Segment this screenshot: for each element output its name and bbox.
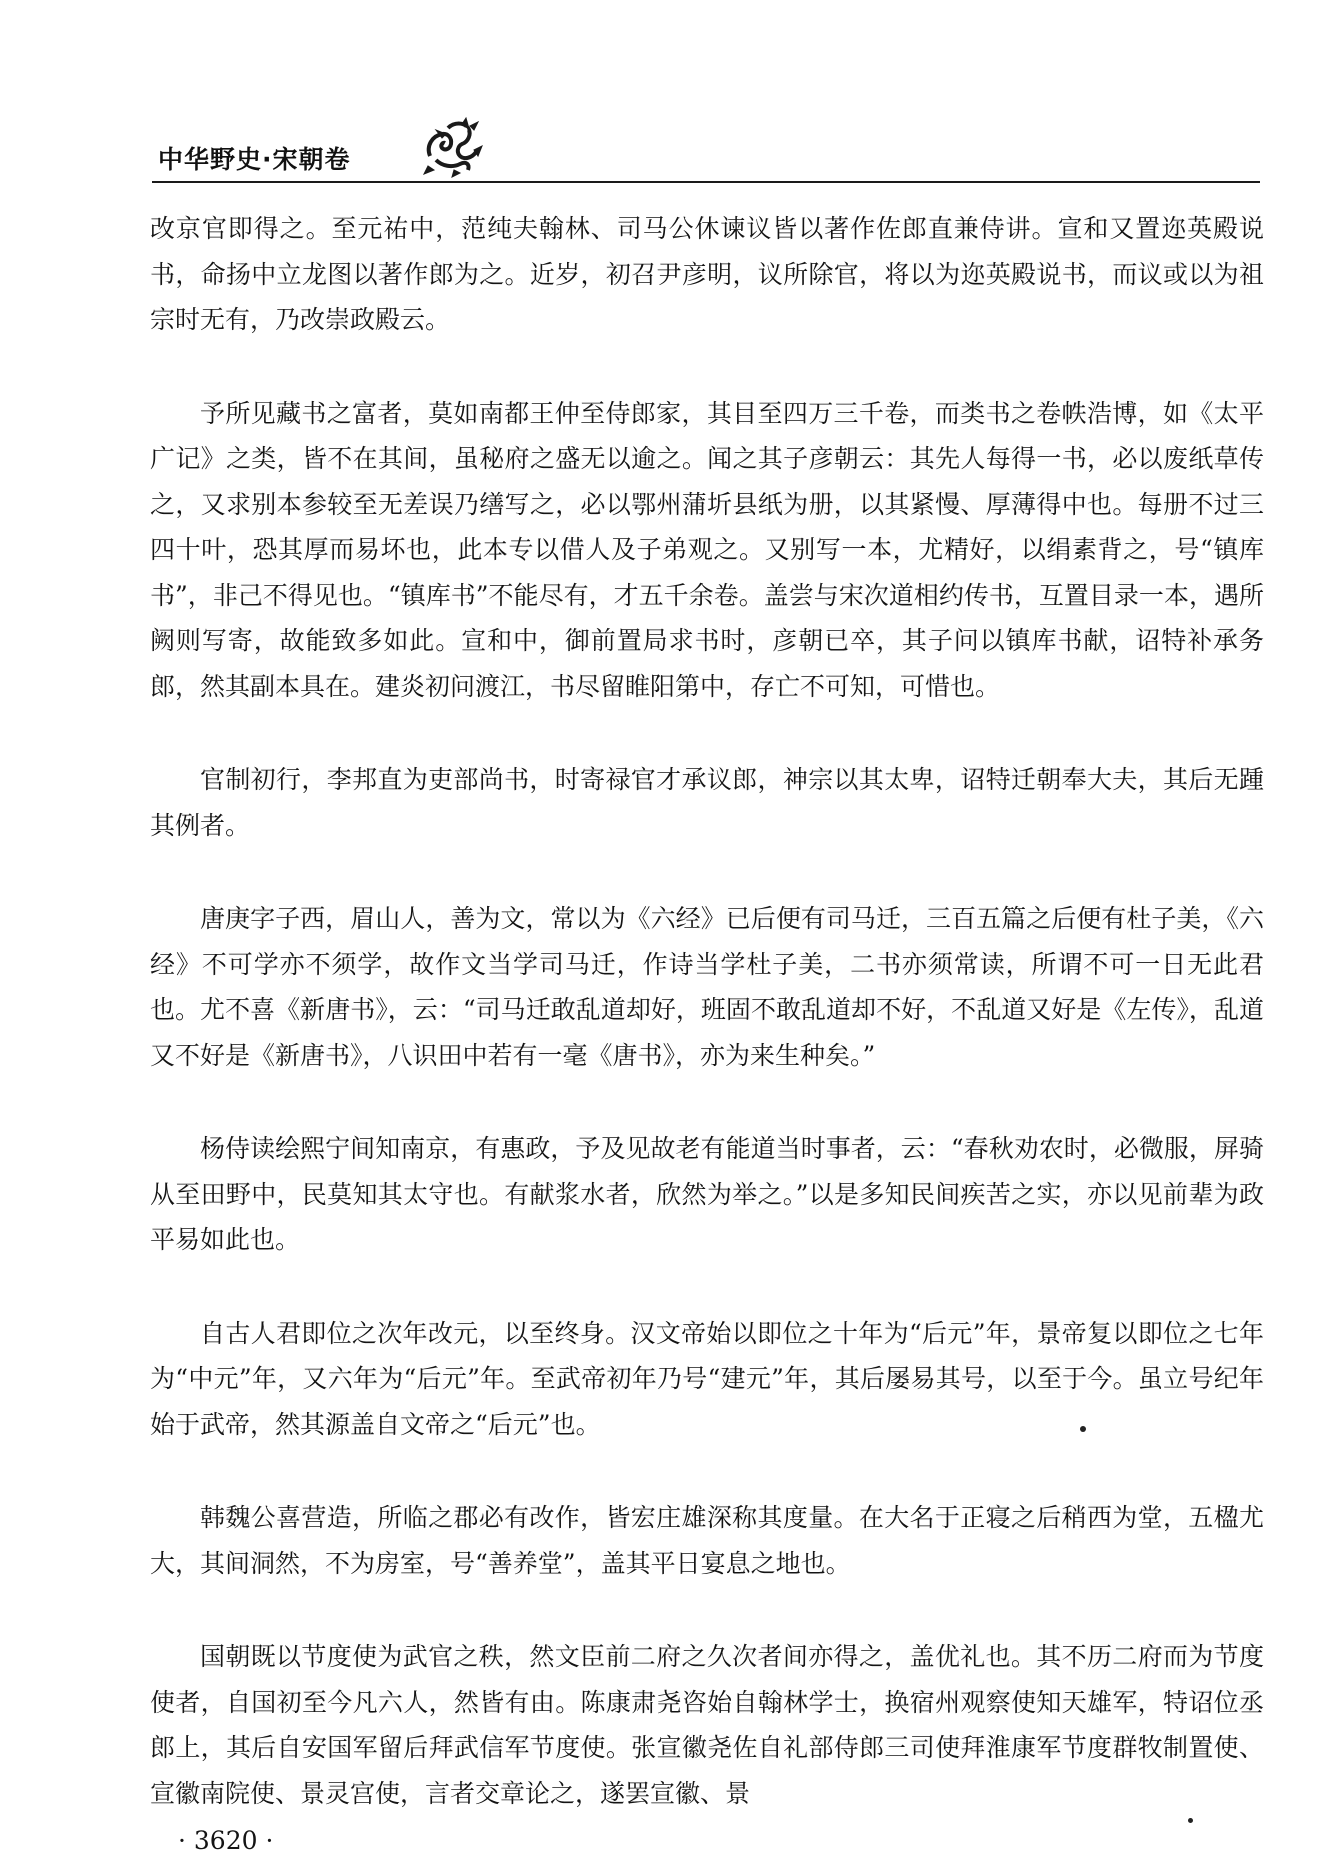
paragraph: 自古人君即位之次年改元，以至终身。汉文帝始以即位之十年为“后元”年，景帝复以即位之七年为“中元”年，又六年为“后元”年。至武帝初年乃号“建元”年，其后屡易其号，以至于今。虽立号纪年始于武帝，然其源盖自文帝之“后元”也。 xyxy=(150,1318,1264,1439)
header-rule xyxy=(152,181,1260,183)
page-number: · 3620 · xyxy=(178,1826,274,1855)
ink-speck xyxy=(1080,1426,1086,1432)
book-title: 中华野史·宋朝卷 xyxy=(158,145,351,174)
paragraph: 杨侍读绘熙宁间知南京，有惠政，予及见故老有能道当时事者，云：“春秋劝农时，必微服，屏骑从至田野中，民莫知其太守也。有献浆水者，欣然为举之。”以是多知民间疾苦之实，亦以见前辈为政平易如此也。 xyxy=(150,1134,1264,1254)
paragraph: 韩魏公喜营造，所临之郡必有改作，皆宏庄雄深称其度量。在大名于正寝之后稍西为堂，五楹尤大，其间洞然，不为房室，号“善养堂”，盖其平日宴息之地也。 xyxy=(150,1503,1264,1578)
paragraph: 予所见藏书之富者，莫如南都王仲至侍郎家，其目至四万三千卷，而类书之卷帙浩博，如《太平广记》之类，皆不在其间，虽秘府之盛无以逾之。闻之其子彦朝云：其先人每得一书，必以废纸草传之，又求别本参较至无差误乃缮写之，必以鄂州蒲圻县纸为册，以其紧慢、厚薄得中也。每册不过三四十叶，恐其厚而易坏也，此本专以借人及子弟观之。又别写一本，尤精好，以绢素背之，号“镇库书”，非己不得见也。“镇库书”不能尽有，才五千余卷。盖尝与宋次道相约传书，互置目录一本，遇所阙则写寄，故能致多如此。宣和中，御前置局求书时，彦朝已卒，其子问以镇库书献，诏特补承务郎，然其副本具在。建炎初问渡江，书尽留睢阳第中，存亡不可知，可惜也。 xyxy=(150,398,1264,701)
dragon-emblem-icon xyxy=(418,116,488,178)
running-header xyxy=(158,134,498,184)
paragraph: 改京官即得之。至元祐中，范纯夫翰林、司马公休谏议皆以著作佐郎直兼侍讲。宣和又置迩英殿说书，命扬中立龙图以著作郎为之。近岁，初召尹彦明，议所除官，将以为迩英殿说书，而议或以为祖宗时无有，乃改崇政殿云。 xyxy=(150,214,1264,334)
paragraph: 唐庚字子西，眉山人，善为文，常以为《六经》已后便有司马迁，三百五篇之后便有杜子美，《六经》不可学亦不须学，故作文当学司马迁，作诗当学杜子美，二书亦须常读，所谓不可一日无此君也。尤不喜《新唐书》，云：“司马迁敢乱道却好，班固不敢乱道却不好，不乱道又好是《左传》，乱道又不好是《新唐书》，八识田中若有一毫《唐书》，亦为来生种矣。” xyxy=(150,904,1264,1070)
paragraph: 国朝既以节度使为武官之秩，然文臣前二府之久次者间亦得之，盖优礼也。其不历二府而为节度使者，自国初至今凡六人，然皆有由。陈康肃尧咨始自翰林学士，换宿州观察使知天雄军，特诏位丞郎上，其后自安国军留后拜武信军节度使。张宣徽尧佐自礼部侍郎三司使拜淮康军节度群牧制置使、宣徽南院使、景灵宫使，言者交章论之，遂罢宣徽、景 xyxy=(150,1642,1264,1808)
ink-speck xyxy=(1188,1818,1193,1823)
paragraph: 官制初行，李邦直为吏部尚书，时寄禄官才承议郎，神宗以其太卑，诏特迁朝奉大夫，其后无踵其例者。 xyxy=(150,765,1264,840)
body-text xyxy=(150,206,1264,1816)
